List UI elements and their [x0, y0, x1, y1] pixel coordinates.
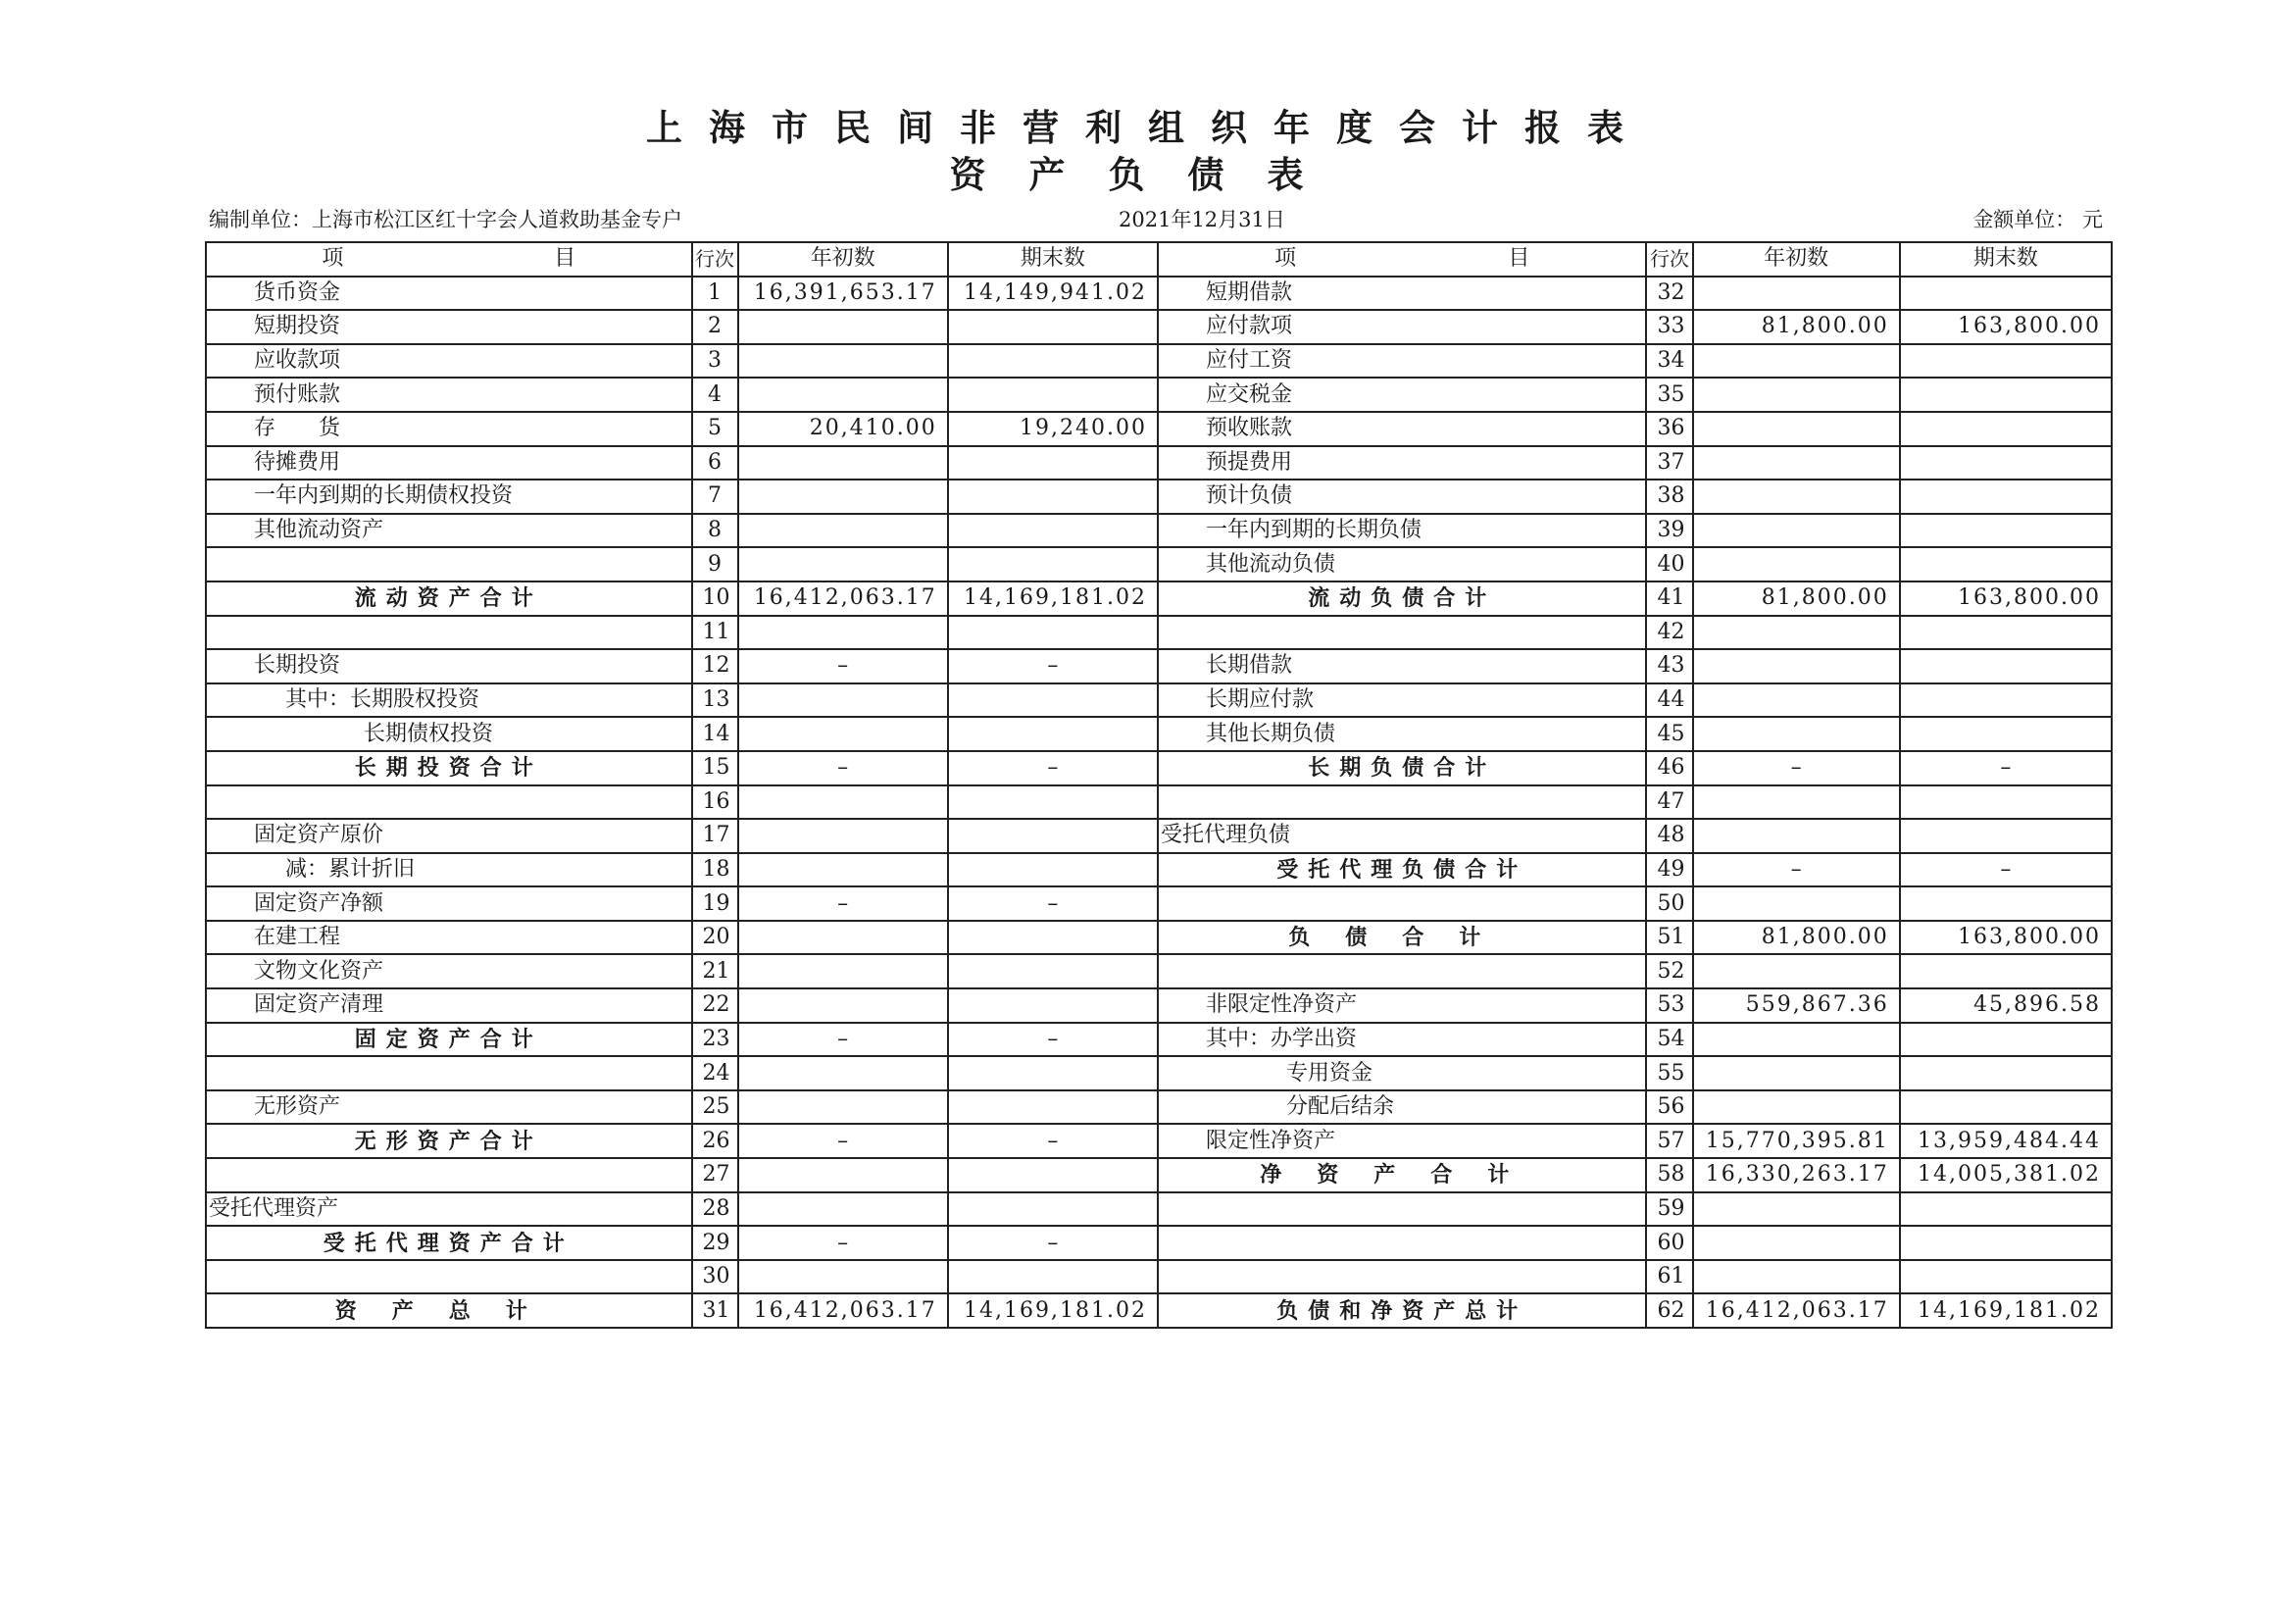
liability-item-label — [1158, 1260, 1647, 1294]
liability-begin-amount: 16,412,063.17 — [1693, 1293, 1900, 1328]
liability-item-label: 预计负债 — [1158, 480, 1647, 514]
asset-item-label: 预付账款 — [206, 378, 692, 412]
asset-begin-amount: – — [738, 751, 948, 785]
liability-line-no: 40 — [1646, 547, 1692, 581]
currency-unit: 金额单位： 元 — [1972, 208, 2103, 231]
asset-end-amount — [948, 1192, 1158, 1227]
liability-end-amount: 45,896.58 — [1900, 988, 2112, 1023]
liability-end-amount — [1900, 547, 2112, 581]
liability-item-label: 负债和净资产总计 — [1158, 1293, 1647, 1328]
asset-line-no: 17 — [692, 819, 738, 853]
liability-item-label: 一年内到期的长期负债 — [1158, 514, 1647, 548]
asset-line-no: 11 — [692, 616, 738, 650]
liability-begin-amount — [1693, 480, 1900, 514]
liability-line-no: 61 — [1646, 1260, 1692, 1294]
liability-end-amount — [1900, 717, 2112, 751]
liability-line-no: 57 — [1646, 1124, 1692, 1158]
liability-item-label: 负债合计 — [1158, 921, 1647, 955]
asset-line-no: 28 — [692, 1192, 738, 1227]
liability-end-amount: – — [1900, 853, 2112, 887]
asset-begin-amount — [738, 785, 948, 820]
liability-line-no: 44 — [1646, 683, 1692, 718]
asset-end-amount — [948, 310, 1158, 344]
liability-begin-amount: 81,800.00 — [1693, 581, 1900, 616]
liability-item-label: 分配后结余 — [1158, 1090, 1647, 1125]
asset-item-label: 固定资产合计 — [206, 1023, 692, 1057]
liability-end-amount — [1900, 1056, 2112, 1090]
liability-end-amount — [1900, 1226, 2112, 1260]
asset-item-label — [206, 616, 692, 650]
asset-begin-amount — [738, 954, 948, 988]
table-row — [206, 649, 2112, 683]
asset-end-amount — [948, 717, 1158, 751]
header-line-no: 行次 — [1646, 242, 1692, 277]
liability-begin-amount — [1693, 1226, 1900, 1260]
asset-begin-amount — [738, 819, 948, 853]
liability-item-label: 净资产合计 — [1158, 1158, 1647, 1192]
liability-item-label — [1158, 886, 1647, 921]
table-row — [206, 988, 2112, 1023]
header-item-liabilities — [1158, 242, 1647, 277]
asset-line-no: 27 — [692, 1158, 738, 1192]
liability-begin-amount — [1693, 954, 1900, 988]
asset-line-no: 31 — [692, 1293, 738, 1328]
table-row — [206, 1056, 2112, 1090]
asset-line-no: 3 — [692, 344, 738, 379]
table-row — [206, 1124, 2112, 1158]
asset-end-amount — [948, 344, 1158, 379]
asset-begin-amount — [738, 853, 948, 887]
liability-item-label — [1158, 616, 1647, 650]
asset-line-no: 23 — [692, 1023, 738, 1057]
liability-item-label — [1158, 1226, 1647, 1260]
liability-begin-amount — [1693, 344, 1900, 379]
liability-item-label: 应交税金 — [1158, 378, 1647, 412]
liability-line-no: 53 — [1646, 988, 1692, 1023]
table-row — [206, 1260, 2112, 1294]
liability-begin-amount — [1693, 819, 1900, 853]
asset-end-amount — [948, 480, 1158, 514]
liability-item-label: 流动负债合计 — [1158, 581, 1647, 616]
asset-end-amount — [948, 954, 1158, 988]
asset-line-no: 10 — [692, 581, 738, 616]
asset-end-amount — [948, 616, 1158, 650]
asset-begin-amount — [738, 988, 948, 1023]
table-row — [206, 886, 2112, 921]
asset-item-label: 存 货 — [206, 412, 692, 446]
liability-end-amount — [1900, 480, 2112, 514]
liability-line-no: 35 — [1646, 378, 1692, 412]
liability-item-label: 非限定性净资产 — [1158, 988, 1647, 1023]
liability-item-label: 长期借款 — [1158, 649, 1647, 683]
liability-end-amount — [1900, 1090, 2112, 1125]
table-row — [206, 277, 2112, 311]
asset-begin-amount — [738, 446, 948, 480]
liability-begin-amount — [1693, 446, 1900, 480]
asset-end-amount — [948, 1090, 1158, 1125]
liability-end-amount — [1900, 412, 2112, 446]
asset-line-no: 5 — [692, 412, 738, 446]
liability-begin-amount — [1693, 547, 1900, 581]
table-row — [206, 446, 2112, 480]
asset-line-no: 18 — [692, 853, 738, 887]
liability-begin-amount: 81,800.00 — [1693, 310, 1900, 344]
liability-line-no: 58 — [1646, 1158, 1692, 1192]
liability-end-amount — [1900, 344, 2112, 379]
liability-line-no: 52 — [1646, 954, 1692, 988]
asset-line-no: 7 — [692, 480, 738, 514]
liability-line-no: 51 — [1646, 921, 1692, 955]
asset-end-amount — [948, 446, 1158, 480]
liability-line-no: 56 — [1646, 1090, 1692, 1125]
asset-line-no: 22 — [692, 988, 738, 1023]
liability-begin-amount — [1693, 277, 1900, 311]
liability-line-no: 60 — [1646, 1226, 1692, 1260]
liability-end-amount: 163,800.00 — [1900, 921, 2112, 955]
header-item-char-1: 项 — [1274, 246, 1297, 272]
liability-begin-amount — [1693, 1090, 1900, 1125]
header-line-no: 行次 — [692, 242, 738, 277]
header-item-char-2: 目 — [1508, 246, 1530, 272]
asset-line-no: 2 — [692, 310, 738, 344]
header-end: 期末数 — [1900, 242, 2112, 277]
liability-end-amount — [1900, 785, 2112, 820]
asset-begin-amount — [738, 514, 948, 548]
liability-begin-amount — [1693, 1023, 1900, 1057]
table-row — [206, 853, 2112, 887]
liability-begin-amount — [1693, 785, 1900, 820]
liability-begin-amount — [1693, 1192, 1900, 1227]
liability-line-no: 62 — [1646, 1293, 1692, 1328]
liability-item-label: 限定性净资产 — [1158, 1124, 1647, 1158]
asset-end-amount — [948, 1260, 1158, 1294]
liability-line-no: 48 — [1646, 819, 1692, 853]
liability-begin-amount: 81,800.00 — [1693, 921, 1900, 955]
liability-item-label: 专用资金 — [1158, 1056, 1647, 1090]
liability-begin-amount — [1693, 683, 1900, 718]
table-row — [206, 921, 2112, 955]
asset-begin-amount: 16,391,653.17 — [738, 277, 948, 311]
reporting-organization: 编制单位：上海市松江区红十字会人道救助基金专户 — [209, 208, 682, 231]
asset-begin-amount — [738, 1260, 948, 1294]
asset-end-amount: 14,169,181.02 — [948, 1293, 1158, 1328]
asset-line-no: 16 — [692, 785, 738, 820]
liability-begin-amount: 15,770,395.81 — [1693, 1124, 1900, 1158]
asset-begin-amount — [738, 310, 948, 344]
liability-line-no: 34 — [1646, 344, 1692, 379]
liability-item-label — [1158, 785, 1647, 820]
table-row — [206, 717, 2112, 751]
asset-line-no: 9 — [692, 547, 738, 581]
table-row — [206, 480, 2112, 514]
liability-item-label — [1158, 954, 1647, 988]
liability-item-label: 应付款项 — [1158, 310, 1647, 344]
table-row — [206, 683, 2112, 718]
liability-line-no: 37 — [1646, 446, 1692, 480]
asset-line-no: 8 — [692, 514, 738, 548]
table-row — [206, 751, 2112, 785]
table-row — [206, 819, 2112, 853]
asset-begin-amount — [738, 378, 948, 412]
liability-item-label — [1158, 1192, 1647, 1227]
liability-end-amount — [1900, 514, 2112, 548]
asset-begin-amount: 16,412,063.17 — [738, 581, 948, 616]
asset-line-no: 20 — [692, 921, 738, 955]
asset-end-amount — [948, 921, 1158, 955]
table-row — [206, 514, 2112, 548]
liability-begin-amount — [1693, 717, 1900, 751]
asset-line-no: 14 — [692, 717, 738, 751]
asset-item-label — [206, 785, 692, 820]
liability-line-no: 46 — [1646, 751, 1692, 785]
table-row — [206, 310, 2112, 344]
asset-begin-amount: – — [738, 649, 948, 683]
asset-end-amount — [948, 683, 1158, 718]
asset-begin-amount — [738, 683, 948, 718]
liability-begin-amount: 16,330,263.17 — [1693, 1158, 1900, 1192]
asset-item-label: 待摊费用 — [206, 446, 692, 480]
liability-begin-amount — [1693, 514, 1900, 548]
asset-item-label — [206, 1260, 692, 1294]
asset-item-label — [206, 547, 692, 581]
table-row — [206, 1090, 2112, 1125]
asset-line-no: 24 — [692, 1056, 738, 1090]
asset-item-label: 长期债权投资 — [206, 717, 692, 751]
liability-end-amount — [1900, 954, 2112, 988]
liability-line-no: 47 — [1646, 785, 1692, 820]
table-row — [206, 785, 2112, 820]
asset-item-label: 文物文化资产 — [206, 954, 692, 988]
asset-item-label: 短期投资 — [206, 310, 692, 344]
asset-line-no: 19 — [692, 886, 738, 921]
table-row — [206, 412, 2112, 446]
table-row — [206, 1023, 2112, 1057]
header-row — [206, 242, 2112, 277]
asset-line-no: 30 — [692, 1260, 738, 1294]
liability-line-no: 39 — [1646, 514, 1692, 548]
asset-end-amount — [948, 853, 1158, 887]
table-row — [206, 378, 2112, 412]
liability-item-label: 其他长期负债 — [1158, 717, 1647, 751]
asset-begin-amount — [738, 921, 948, 955]
header-begin: 年初数 — [738, 242, 948, 277]
asset-item-label: 其中：长期股权投资 — [206, 683, 692, 718]
asset-end-amount: – — [948, 1226, 1158, 1260]
liability-begin-amount: 559,867.36 — [1693, 988, 1900, 1023]
table-row — [206, 954, 2112, 988]
asset-begin-amount: – — [738, 886, 948, 921]
liability-begin-amount: – — [1693, 751, 1900, 785]
asset-line-no: 12 — [692, 649, 738, 683]
asset-end-amount — [948, 1056, 1158, 1090]
liability-end-amount: 163,800.00 — [1900, 581, 2112, 616]
liability-item-label: 受托代理负债 — [1158, 819, 1647, 853]
liability-begin-amount — [1693, 616, 1900, 650]
asset-line-no: 1 — [692, 277, 738, 311]
asset-item-label: 货币资金 — [206, 277, 692, 311]
liability-end-amount: – — [1900, 751, 2112, 785]
asset-item-label — [206, 1158, 692, 1192]
liability-end-amount — [1900, 819, 2112, 853]
table-row — [206, 1226, 2112, 1260]
asset-item-label: 资产总计 — [206, 1293, 692, 1328]
report-subtitle: 资产负债表 — [949, 153, 1347, 196]
asset-end-amount: – — [948, 1023, 1158, 1057]
asset-end-amount — [948, 547, 1158, 581]
asset-line-no: 4 — [692, 378, 738, 412]
asset-end-amount: – — [948, 1124, 1158, 1158]
asset-line-no: 6 — [692, 446, 738, 480]
asset-line-no: 25 — [692, 1090, 738, 1125]
liability-line-no: 49 — [1646, 853, 1692, 887]
asset-item-label: 长期投资 — [206, 649, 692, 683]
liability-end-amount: 14,005,381.02 — [1900, 1158, 2112, 1192]
asset-item-label: 流动资产合计 — [206, 581, 692, 616]
asset-end-amount: 19,240.00 — [948, 412, 1158, 446]
asset-begin-amount: – — [738, 1226, 948, 1260]
liability-begin-amount — [1693, 649, 1900, 683]
header-item-char-2: 目 — [554, 246, 576, 272]
asset-item-label: 无形资产合计 — [206, 1124, 692, 1158]
liability-item-label: 预收账款 — [1158, 412, 1647, 446]
asset-item-label: 减：累计折旧 — [206, 853, 692, 887]
liability-end-amount: 163,800.00 — [1900, 310, 2112, 344]
asset-line-no: 26 — [692, 1124, 738, 1158]
header-begin: 年初数 — [1693, 242, 1900, 277]
asset-end-amount — [948, 1158, 1158, 1192]
liability-line-no: 54 — [1646, 1023, 1692, 1057]
table-row — [206, 1293, 2112, 1328]
balance-sheet-table — [205, 241, 2113, 1329]
asset-end-amount — [948, 819, 1158, 853]
table-row — [206, 616, 2112, 650]
asset-end-amount: 14,169,181.02 — [948, 581, 1158, 616]
asset-begin-amount — [738, 547, 948, 581]
asset-item-label: 其他流动资产 — [206, 514, 692, 548]
liability-item-label: 受托代理负债合计 — [1158, 853, 1647, 887]
asset-item-label: 在建工程 — [206, 921, 692, 955]
liability-end-amount — [1900, 378, 2112, 412]
header-item-assets — [206, 242, 692, 277]
asset-end-amount — [948, 378, 1158, 412]
liability-end-amount: 14,169,181.02 — [1900, 1293, 2112, 1328]
liability-line-no: 41 — [1646, 581, 1692, 616]
asset-end-amount — [948, 785, 1158, 820]
asset-begin-amount — [738, 344, 948, 379]
asset-item-label: 固定资产清理 — [206, 988, 692, 1023]
liability-item-label: 其他流动负债 — [1158, 547, 1647, 581]
report-title: 上海市民间非营利组织年度会计报表 — [646, 106, 1650, 149]
liability-end-amount — [1900, 1192, 2112, 1227]
liability-begin-amount — [1693, 412, 1900, 446]
liability-begin-amount: – — [1693, 853, 1900, 887]
asset-end-amount: – — [948, 649, 1158, 683]
asset-begin-amount — [738, 480, 948, 514]
table-row — [206, 581, 2112, 616]
asset-end-amount: 14,149,941.02 — [948, 277, 1158, 311]
asset-item-label: 受托代理资产 — [206, 1192, 692, 1227]
table-row — [206, 344, 2112, 379]
liability-line-no: 36 — [1646, 412, 1692, 446]
liability-begin-amount — [1693, 1260, 1900, 1294]
liability-item-label: 其中：办学出资 — [1158, 1023, 1647, 1057]
liability-end-amount — [1900, 1023, 2112, 1057]
asset-begin-amount: – — [738, 1124, 948, 1158]
asset-item-label: 应收款项 — [206, 344, 692, 379]
liability-line-no: 32 — [1646, 277, 1692, 311]
liability-item-label: 短期借款 — [1158, 277, 1647, 311]
liability-end-amount — [1900, 886, 2112, 921]
asset-item-label: 固定资产净额 — [206, 886, 692, 921]
table-row — [206, 547, 2112, 581]
liability-end-amount — [1900, 649, 2112, 683]
asset-begin-amount — [738, 1158, 948, 1192]
liability-line-no: 50 — [1646, 886, 1692, 921]
asset-end-amount — [948, 988, 1158, 1023]
header-end: 期末数 — [948, 242, 1158, 277]
liability-end-amount — [1900, 683, 2112, 718]
liability-line-no: 33 — [1646, 310, 1692, 344]
liability-begin-amount — [1693, 886, 1900, 921]
asset-begin-amount: 20,410.00 — [738, 412, 948, 446]
liability-item-label: 预提费用 — [1158, 446, 1647, 480]
liability-item-label: 长期负债合计 — [1158, 751, 1647, 785]
asset-begin-amount — [738, 1056, 948, 1090]
liability-line-no: 45 — [1646, 717, 1692, 751]
asset-begin-amount: – — [738, 1023, 948, 1057]
table-row — [206, 1192, 2112, 1227]
liability-line-no: 55 — [1646, 1056, 1692, 1090]
liability-line-no: 43 — [1646, 649, 1692, 683]
asset-end-amount: – — [948, 886, 1158, 921]
liability-begin-amount — [1693, 1056, 1900, 1090]
liability-line-no: 42 — [1646, 616, 1692, 650]
liability-item-label: 应付工资 — [1158, 344, 1647, 379]
asset-item-label: 长期投资合计 — [206, 751, 692, 785]
asset-item-label: 固定资产原价 — [206, 819, 692, 853]
asset-item-label — [206, 1056, 692, 1090]
liability-line-no: 59 — [1646, 1192, 1692, 1227]
report-date: 2021年12月31日 — [1119, 208, 1285, 231]
liability-end-amount — [1900, 446, 2112, 480]
asset-begin-amount: 16,412,063.17 — [738, 1293, 948, 1328]
asset-item-label: 受托代理资产合计 — [206, 1226, 692, 1260]
liability-end-amount — [1900, 1260, 2112, 1294]
asset-begin-amount — [738, 1192, 948, 1227]
header-item-char-1: 项 — [322, 246, 344, 272]
asset-begin-amount — [738, 717, 948, 751]
liability-item-label: 长期应付款 — [1158, 683, 1647, 718]
asset-begin-amount — [738, 1090, 948, 1125]
asset-item-label: 一年内到期的长期债权投资 — [206, 480, 692, 514]
liability-line-no: 38 — [1646, 480, 1692, 514]
table-row — [206, 1158, 2112, 1192]
asset-end-amount — [948, 514, 1158, 548]
liability-end-amount: 13,959,484.44 — [1900, 1124, 2112, 1158]
asset-line-no: 21 — [692, 954, 738, 988]
asset-line-no: 29 — [692, 1226, 738, 1260]
asset-line-no: 15 — [692, 751, 738, 785]
asset-begin-amount — [738, 616, 948, 650]
asset-line-no: 13 — [692, 683, 738, 718]
asset-item-label: 无形资产 — [206, 1090, 692, 1125]
liability-end-amount — [1900, 277, 2112, 311]
asset-end-amount: – — [948, 751, 1158, 785]
liability-end-amount — [1900, 616, 2112, 650]
liability-begin-amount — [1693, 378, 1900, 412]
